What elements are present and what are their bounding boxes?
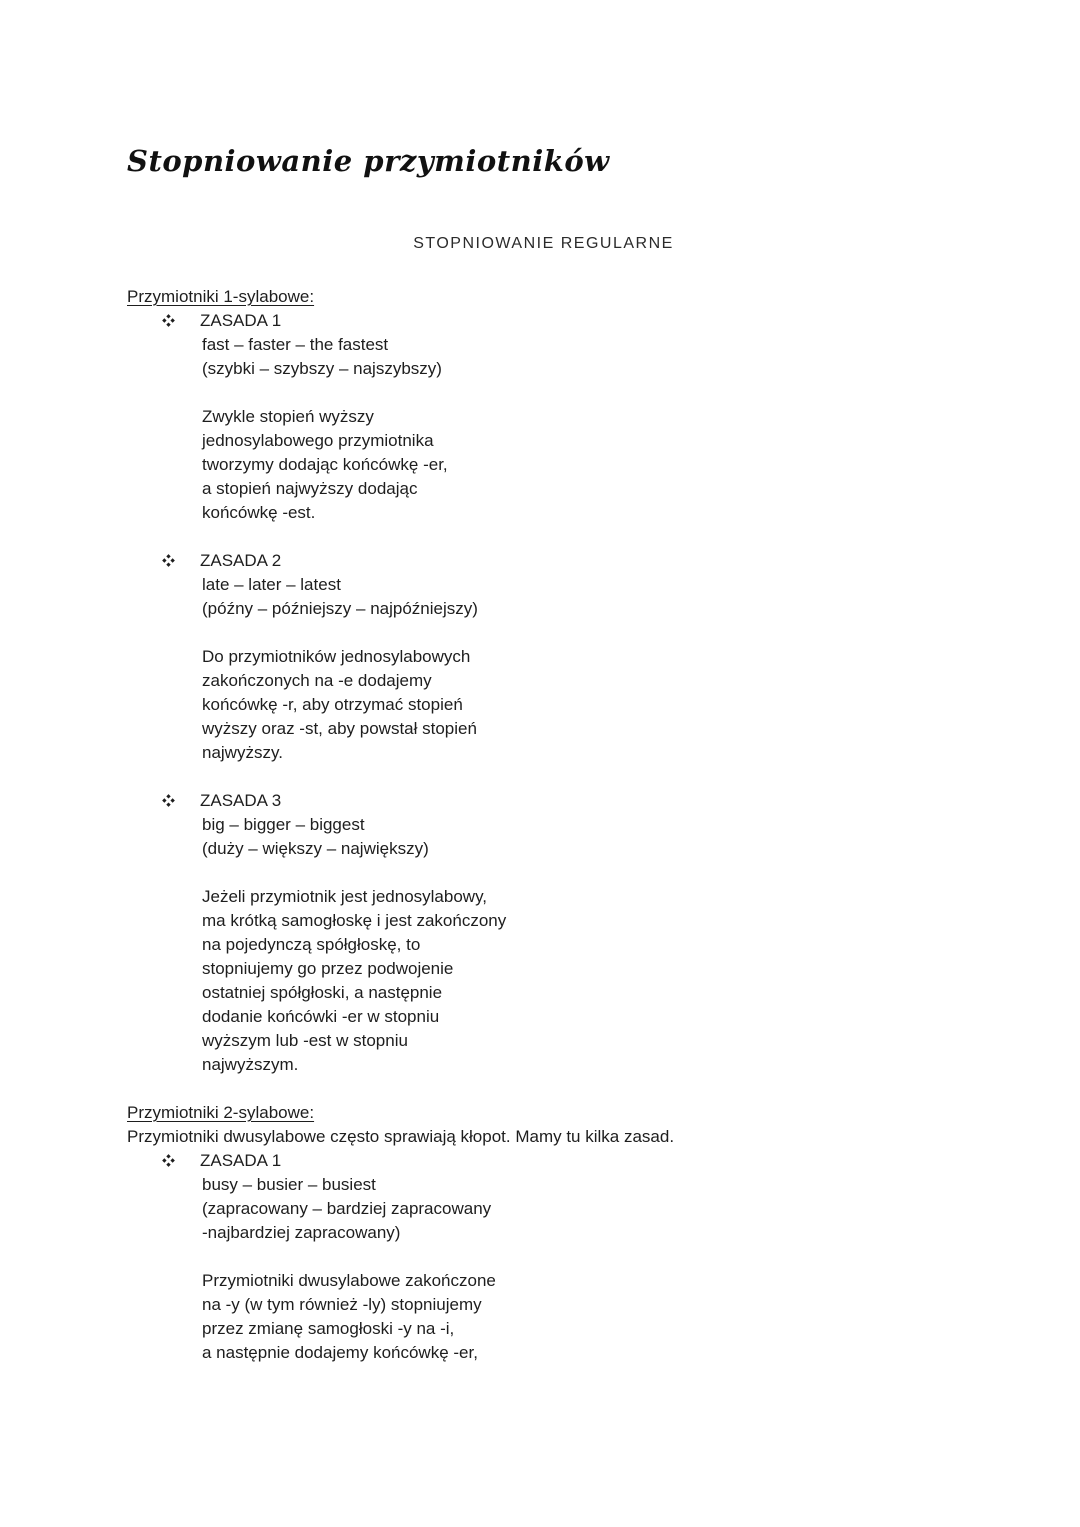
rule-label: ZASADA 3 [200,791,282,810]
page-title: Stopniowanie przymiotników [127,144,610,178]
example-line: (duży – większy – największy) [202,839,429,858]
explanation-line: na pojedynczą spółgłoskę, to [202,935,421,954]
rule-block [127,789,960,1077]
explanation-line: Jeżeli przymiotnik jest jednosylabowy, [202,887,488,906]
explanation-line: stopniujemy go przez podwojenie [202,959,454,978]
rule-block [127,1149,960,1365]
diamond-bullet-icon [162,554,175,567]
example-line: (późny – późniejszy – najpóźniejszy) [202,599,478,618]
example-line: (zapracowany – bardziej zapracowany [202,1199,492,1218]
rule-block [127,549,960,765]
rule-block [127,309,960,525]
example-line: (szybki – szybszy – najszybszy) [202,359,442,378]
explanation-line: przez zmianę samogłoski -y na -i, [202,1319,455,1338]
section-heading: Przymiotniki 2-sylabowe: [127,1103,315,1122]
diamond-bullet-icon [162,794,175,807]
doc-subtitle: STOPNIOWANIE REGULARNE [413,235,674,252]
example-line: fast – faster – the fastest [202,335,389,354]
explanation-line: najwyższym. [202,1055,299,1074]
rule-label: ZASADA 1 [200,311,282,330]
example-line: busy – busier – busiest [202,1175,376,1194]
section-intro: Przymiotniki dwusylabowe często sprawiają kłopot. Mamy tu kilka zasad. [127,1127,675,1146]
explanation-line: Zwykle stopień wyższy [202,407,374,426]
explanation-line: ostatniej spółgłoski, a następnie [202,983,443,1002]
explanation-line: ma krótką samogłoskę i jest zakończony [202,911,507,930]
example-line: -najbardziej zapracowany) [202,1223,401,1242]
section-heading: Przymiotniki 1-sylabowe: [127,287,315,306]
explanation-line: zakończonych na -e dodajemy [202,671,432,690]
explanation-line: wyższy oraz -st, aby powstał stopień [202,719,477,738]
rule-label: ZASADA 1 [200,1151,282,1170]
explanation-line: a następnie dodajemy końcówkę -er, [202,1343,478,1362]
example-line: big – bigger – biggest [202,815,365,834]
explanation-line: końcówkę -est. [202,503,316,522]
explanation-line: jednosylabowego przymiotnika [202,431,434,450]
diamond-bullet-icon [162,1154,175,1167]
explanation-line: dodanie końcówki -er w stopniu [202,1007,440,1026]
section-1-syllable [127,285,960,1077]
diamond-bullet-icon [162,314,175,327]
section-2-syllable [127,1101,960,1365]
explanation-line: tworzymy dodając końcówkę -er, [202,455,448,474]
explanation-line: Do przymiotników jednosylabowych [202,647,471,666]
explanation-line: Przymiotniki dwusylabowe zakończone [202,1271,496,1290]
explanation-line: na -y (w tym również -ly) stopniujemy [202,1295,482,1314]
explanation-line: a stopień najwyższy dodając [202,479,418,498]
explanation-line: wyższym lub -est w stopniu [202,1031,408,1050]
explanation-line: najwyższy. [202,743,283,762]
example-line: late – later – latest [202,575,341,594]
rule-label: ZASADA 2 [200,551,282,570]
explanation-line: końcówkę -r, aby otrzymać stopień [202,695,463,714]
